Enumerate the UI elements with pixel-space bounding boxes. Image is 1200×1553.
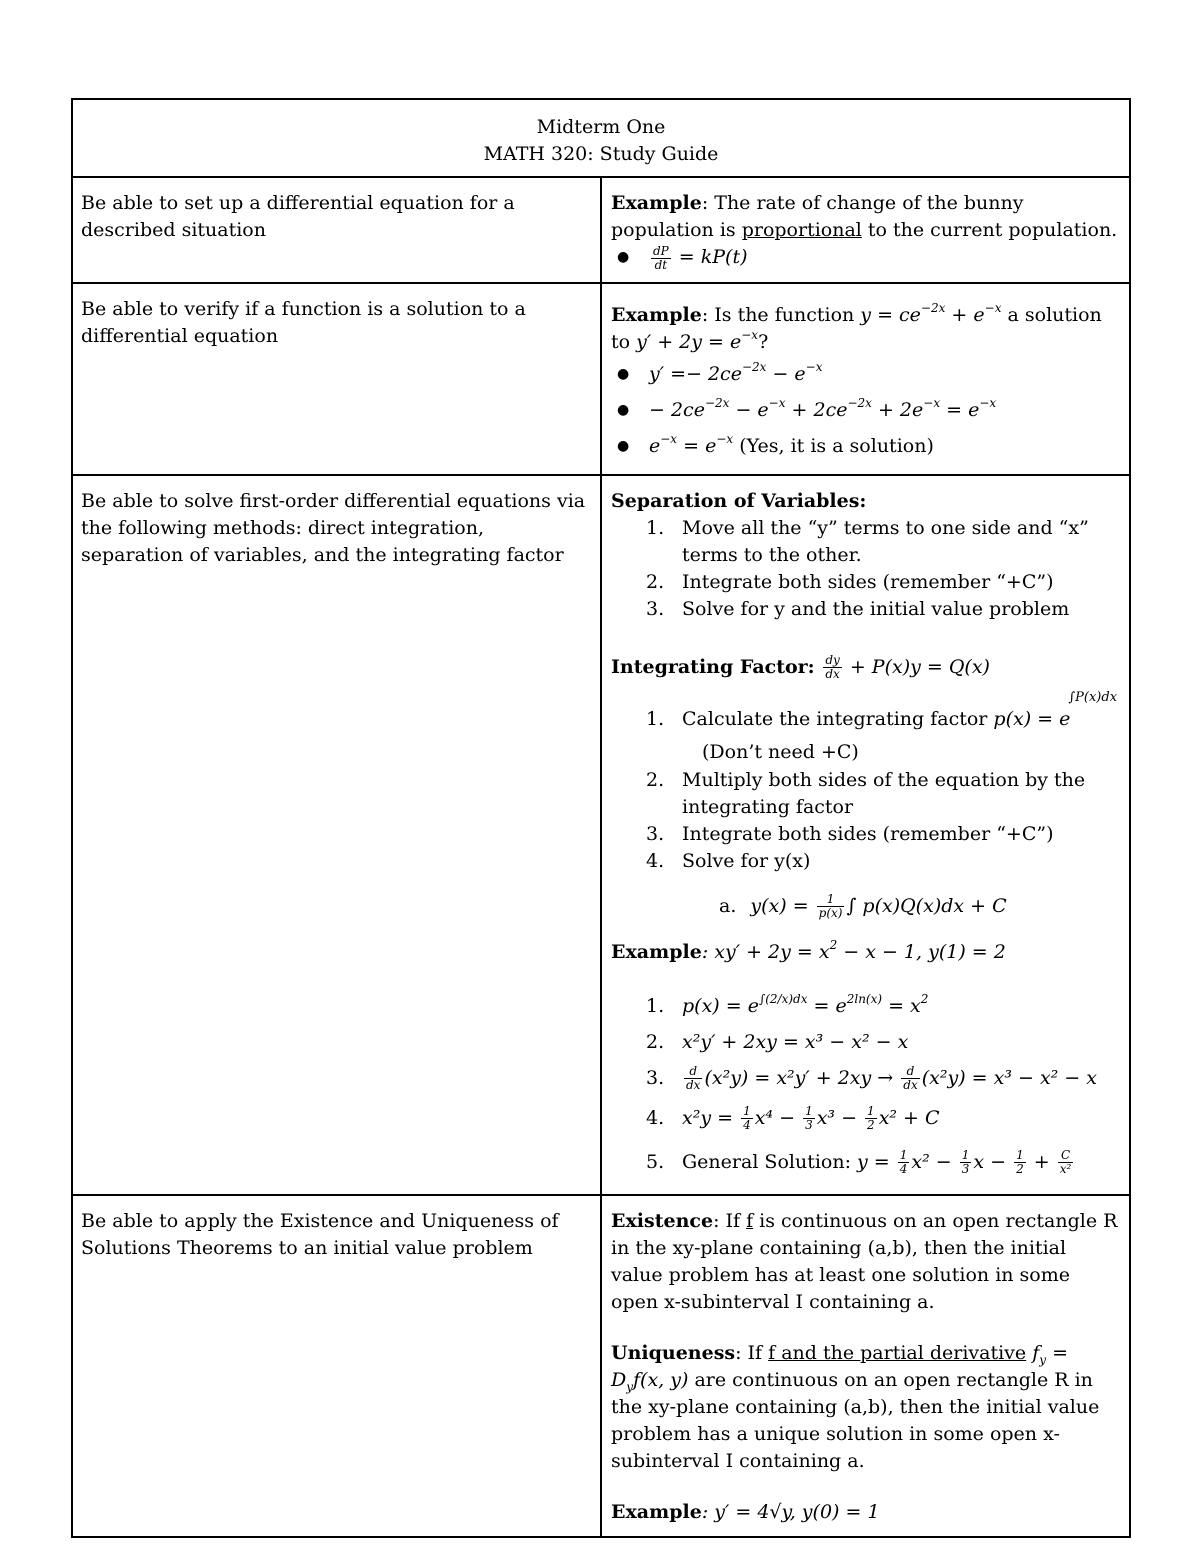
numbered-list [611,515,1121,623]
content-cell [601,1195,1130,1537]
list-item: 4. Solve for y(x) [646,849,811,872]
study-guide-page [71,98,1131,1538]
fraction: $\frac{C}{\text{x²}}$ [1059,1148,1072,1176]
list-item: ● $e^{-x} = e^{-x}$ (Yes, it is a solution) [649,428,1121,464]
sub-item: a. y(x) = $\frac{1}{p(x)}$ ∫ p(x)Q(x)dx + C [719,892,1007,920]
fraction: $\frac{1}{2}$ [867,1104,875,1132]
topic-cell [72,283,601,475]
example-text: to the current population. [861,219,1118,241]
numbered-list [611,988,1121,1184]
content-cell [601,177,1130,283]
topic-text: Be able to set up a differential equation for a described situation [81,192,515,241]
topic-cell [72,475,601,1195]
header-cell [72,99,1130,177]
table-row [72,1195,1130,1537]
underlined-word: proportional [741,219,862,241]
example-text: : The rate of change of the bunny population is [611,192,1024,241]
fraction: $\frac{1}{4}$ [899,1148,908,1176]
header-row [72,99,1130,177]
fraction: ● $\frac{dP}{dt}$ [653,243,669,272]
fraction: $\frac{d}{dx}$ [686,1064,701,1092]
list-item: 2. Multiply both sides of the equation by the integrating factor [646,768,1086,818]
fraction: $\frac{1}{3}$ [805,1104,813,1132]
topic-cell [72,177,601,283]
content-cell [601,283,1130,475]
example-label: Example [611,192,702,214]
section-title: Separation of Variables: [611,489,867,512]
list-item: 3. Integrate both sides (remember “+C”) [646,822,1054,845]
list-item: 5. General Solution: y = $\frac{1}{4}$ x² − $\frac{1}{3}$ x − $\frac{1}{2}$ + $\frac{C}{\text{x²}}$ [646,1148,1072,1176]
fraction: $\frac{d}{dx}$ [903,1064,918,1092]
fraction: $\frac{1}{2}$ [1016,1148,1024,1176]
fraction: $\frac{1}{4}$ [743,1104,751,1132]
table-row [72,283,1130,475]
doc-subtitle: MATH 320: Study Guide [483,143,719,165]
example-label: Example [611,303,702,326]
topic-text: Be able to apply the Existence and Uniqueness of Solutions Theorems to an initial value problem [81,1209,559,1259]
numbered-list [611,689,1121,875]
list-item: 1. $p(x) = e^{\int(2/x)dx} = e^{2ln(x)} = x^2$ [646,991,929,1017]
topic-text: Be able to solve first-order differential equations via the following methods: direct integration, separation of variables, and the integrating factor [81,489,586,566]
topic-cell [72,1195,601,1537]
doc-title: Midterm One [536,116,666,138]
section-title: Integrating Factor: $\frac{dy}{dx}$ + P(x)y = Q(x) [611,653,990,681]
content-cell [601,475,1130,1195]
list-item: 1. Calculate the integrating factor p(x) = e∫P(x)dx(Don’t need +C) [646,689,1118,763]
study-guide-table [71,98,1131,1538]
list-item: 1. Move all the “y” terms to one side and “x” terms to the other. [646,516,1089,566]
example-paragraph: Example: Is the function $y = ce^{-2x} + e^{-x}$ a solution to $y' + 2y = e^{-x}$? [611,300,1102,353]
example-paragraph [611,190,1121,244]
uniqueness-paragraph: Uniqueness: If f and the partial derivative $f_y = D_yf(x$, y) are continuous on an open rectangle R in the xy-plane containing (a,b), then the initial value problem has a unique solution in some open x-subinterval I containing a. [611,1341,1100,1472]
list-item [649,244,1121,272]
list-item: 3. Solve for y and the initial value problem [646,597,1070,620]
table-row [72,177,1130,283]
table-row [72,475,1130,1195]
fraction: $\frac{dy}{dx}$ [825,653,840,681]
fraction: $\frac{1}{3}$ [961,1148,970,1176]
list-item: 2. x²y′ + 2xy = x³ − x² − x [646,1030,909,1053]
topic-text: Be able to verify if a function is a solution to a differential equation [81,297,526,347]
bullet-list [611,244,1121,272]
equation: = kP(t) [672,246,748,268]
list-item: 2. Integrate both sides (remember “+C”) [646,570,1054,593]
example-paragraph: Example: $xy' + 2y = x^2 - x - 1$, y(1) = 2 [611,937,1006,963]
list-item: 3. $\frac{d}{dx}$ (x²y) = x²y′ + 2xy → $\frac{d}{dx}$ (x²y) = x³ − x² − x [646,1064,1097,1092]
existence-paragraph: Existence: If f is continuous on an open rectangle R in the xy-plane containing (a,b), then the initial value problem has at least one solution in some open x-subinterval I containing a. [611,1209,1118,1313]
bullet-list [611,356,1121,464]
list-item: ● $y' =- 2ce^{-2x} - e^{-x}$ [649,356,1121,392]
example-paragraph: Example: y′ = 4√y, y(0) = 1 [611,1500,880,1523]
fraction: $\frac{1}{p(x)}$ [818,892,843,920]
list-item: ● − $2ce^{-2x} - e^{-x} + 2ce^{-2x} + 2e^{-x} = e^{-x}$ [649,392,1121,428]
list-item: 4. x²y = $\frac{1}{4}$ x⁴ − $\frac{1}{3}$ x³ − $\frac{1}{2}$ x² + C [646,1104,940,1132]
